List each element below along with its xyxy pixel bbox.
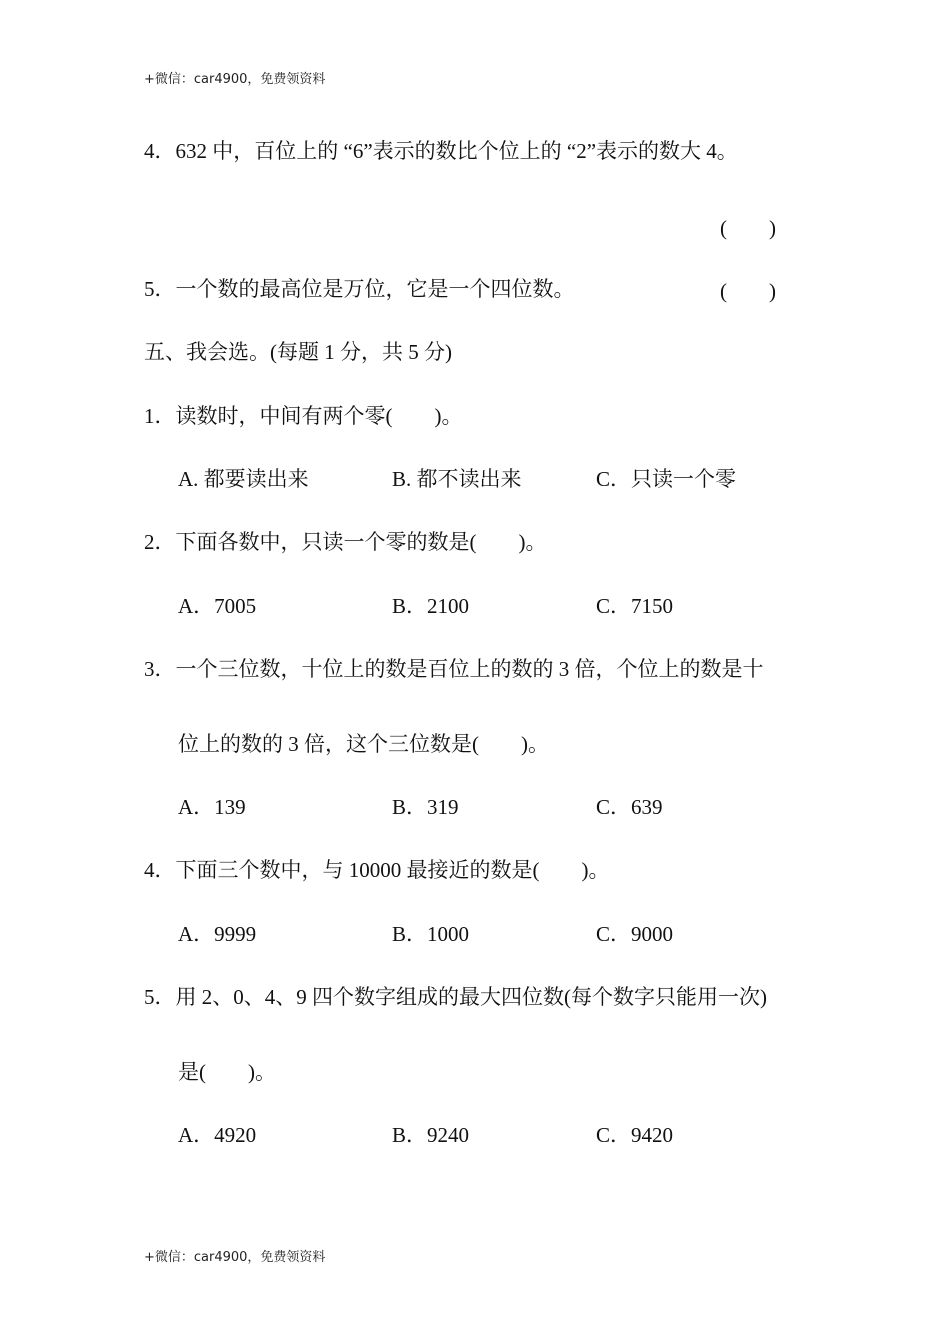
choice-2-option-b: B．2100 bbox=[392, 594, 470, 618]
choice-question-5-continued: 是( )。 bbox=[178, 1060, 276, 1084]
judge-question-4-answer-blank: ( ) bbox=[720, 216, 776, 240]
choice-question-1: 1．读数时，中间有两个零( )。 bbox=[144, 404, 463, 428]
choice-question-5: 5．用 2、0、4、9 四个数字组成的最大四位数(每个数字只能用一次) bbox=[144, 985, 767, 1009]
choice-1-option-a: A. 都要读出来 bbox=[178, 467, 309, 491]
choice-question-3-continued: 位上的数的 3 倍，这个三位数是( )。 bbox=[178, 732, 549, 756]
choice-4-option-b: B．1000 bbox=[392, 922, 470, 946]
choice-question-2: 2．下面各数中，只读一个零的数是( )。 bbox=[144, 530, 547, 554]
choice-1-option-c: C．只读一个零 bbox=[596, 467, 737, 491]
choice-question-4: 4．下面三个数中，与 10000 最接近的数是( )。 bbox=[144, 858, 610, 882]
choice-3-option-b: B．319 bbox=[392, 795, 459, 819]
choice-5-option-b: B．9240 bbox=[392, 1123, 470, 1147]
choice-question-3: 3．一个三位数，十位上的数是百位上的数的 3 倍，个位上的数是十 bbox=[144, 657, 764, 681]
choice-3-option-c: C．639 bbox=[596, 795, 663, 819]
choice-4-option-a: A．9999 bbox=[178, 922, 257, 946]
choice-3-option-a: A．139 bbox=[178, 795, 246, 819]
judge-question-4: 4．632 中，百位上的 “6”表示的数比个位上的 “2”表示的数大 4。 bbox=[144, 139, 738, 163]
watermark-bottom: +微信：car4900，免费领资料 bbox=[144, 1250, 326, 1265]
section-title: 五、我会选。(每题 1 分，共 5 分) bbox=[144, 340, 452, 364]
watermark-top: +微信：car4900，免费领资料 bbox=[144, 72, 326, 87]
judge-question-5-answer-blank: ( ) bbox=[720, 279, 776, 303]
judge-question-5: 5．一个数的最高位是万位，它是一个四位数。 bbox=[144, 277, 575, 301]
choice-5-option-a: A．4920 bbox=[178, 1123, 257, 1147]
choice-2-option-c: C．7150 bbox=[596, 594, 674, 618]
choice-4-option-c: C．9000 bbox=[596, 922, 674, 946]
choice-5-option-c: C．9420 bbox=[596, 1123, 674, 1147]
choice-2-option-a: A．7005 bbox=[178, 594, 257, 618]
choice-1-option-b: B. 都不读出来 bbox=[392, 467, 522, 491]
